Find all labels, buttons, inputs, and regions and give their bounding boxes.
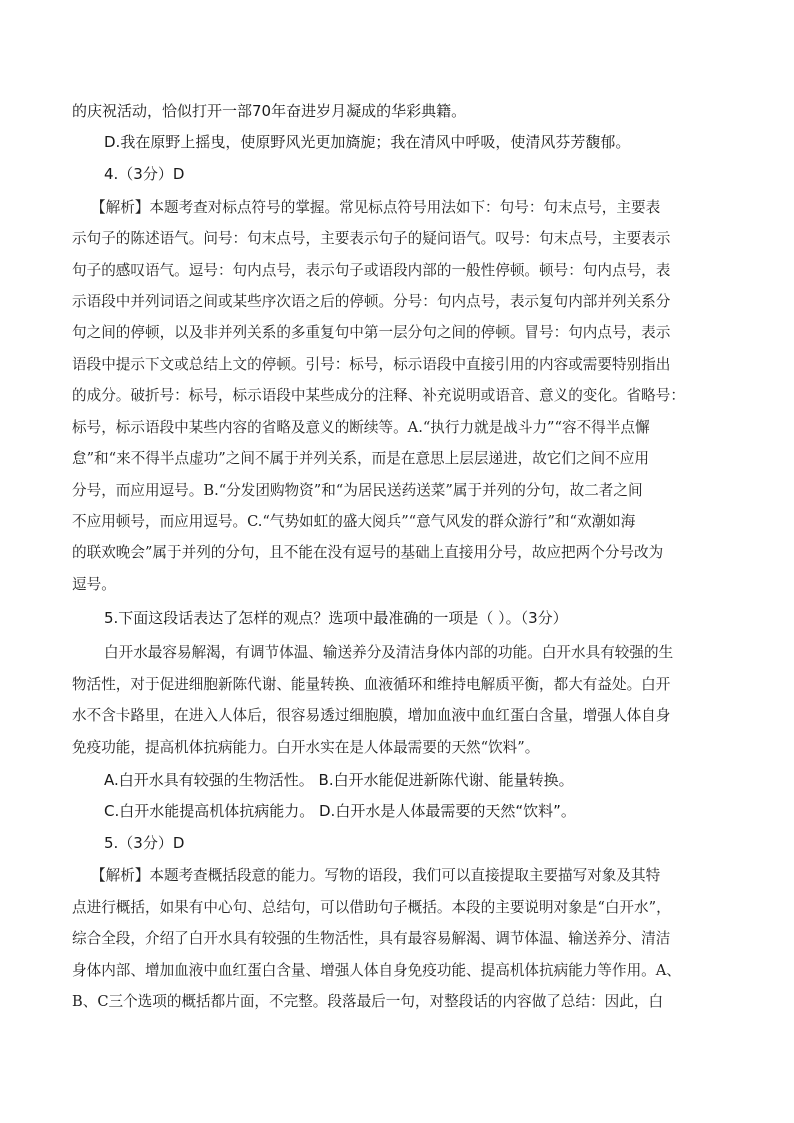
answer-5: 5.（3分）D: [104, 834, 185, 852]
analysis-line: 句之间的停顿，以及非并列关系的多重复句中第一层分句之间的停顿。冒号：句内点号，表示: [72, 324, 671, 341]
question-5: 5.下面这段话表达了怎样的观点？选项中最准确的一项是（ ）。（3分）: [104, 609, 568, 627]
analysis-line: 不应用顿号，而应用逗号。C.“气势如虹的盛大阅兵”“意气风发的群众游行”和“欢潮如海: [72, 513, 636, 530]
answer-4: 4.（3分）D: [104, 165, 185, 183]
option-d-line: D.我在原野上摇曳，使原野风光更加旖旎；我在清风中呼吸，使清风芬芳馥郁。: [104, 133, 631, 151]
text-line: 的庆祝活动，恰似打开一部70年奋进岁月凝成的华彩典籍。: [72, 102, 467, 120]
passage-line: 白开水最容易解渴，有调节体温、输送养分及清洁身体内部的功能。白开水具有较强的生: [104, 644, 674, 661]
passage-line: 水不含卡路里，在进入人体后，很容易透过细胞膜，增加血液中血红蛋白含量，增强人体自身: [72, 707, 671, 724]
analysis-line: 怠”和“来不得半点虚功”之间不属于并列关系，而是在意思上层层递进，故它们之间不应用: [72, 450, 649, 467]
analysis-line: 标号，标示语段中某些内容的省略及意义的断续等。A.“执行力就是战斗力”“容不得半点懈: [72, 419, 650, 436]
analysis-line: 的成分。破折号：标号，标示语段中某些成分的注释、补充说明或语音、意义的变化。省略号：: [72, 387, 685, 404]
analysis-line: 句子的感叹语气。逗号：句内点号，表示句子或语段内部的一般性停顿。顿号：句内点号，表: [72, 262, 671, 279]
passage-line: 免疫功能，提高机体抗病能力。白开水实在是人体最需要的天然“饮料”。: [72, 739, 540, 756]
analysis-line: 身体内部、增加血液中血红蛋白含量、增强人体自身免疫功能、提高机体抗病能力等作用。A、: [72, 962, 681, 979]
analysis-line: 逗号。: [72, 576, 116, 593]
analysis-line: 点进行概括，如果有中心句、总结句，可以借助句子概括。本段的主要说明对象是“白开水”，: [72, 899, 671, 916]
analysis-line: 示语段中并列词语之间或某些序次语之后的停顿。分号：句内点号，表示复句内部并列关系分: [72, 293, 671, 310]
analysis-line: 的联欢晚会”属于并列的分句，且不能在没有逗号的基础上直接用分号，故应把两个分号改为: [72, 544, 664, 561]
option-line: C.白开水能提高机体抗病能力。 D.白开水是人体最需要的天然“饮料”。: [104, 802, 576, 820]
analysis-line: 语段中提示下文或总结上文的停顿。引号：标号，标示语段中直接引用的内容或需要特别指出: [72, 356, 671, 373]
analysis-line: 【解析】本题考查概括段意的能力。写物的语段，我们可以直接提取主要描写对象及其特: [91, 867, 661, 884]
analysis-line: 分号，而应用逗号。B.“分发团购物资”和“为居民送药送菜”属于并列的分句，故二者之间: [72, 482, 643, 499]
analysis-line: 【解析】本题考查对标点符号的掌握。常见标点符号用法如下：句号：句末点号，主要表: [91, 199, 661, 216]
option-line: A.白开水具有较强的生物活性。 B.白开水能促进新陈代谢、能量转换。: [104, 771, 574, 789]
analysis-line: B、C三个选项的概括都片面，不完整。段落最后一句，对整段话的内容做了总结：因此，白: [72, 993, 664, 1010]
analysis-line: 综合全段，介绍了白开水具有较强的生物活性，具有最容易解渴、调节体温、输送养分、清洁: [72, 930, 671, 947]
passage-line: 物活性，对于促进细胞新陈代谢、能量转换、血液循环和维持电解质平衡，都大有益处。白开: [72, 676, 671, 693]
analysis-line: 示句子的陈述语气。问号：句末点号，主要表示句子的疑问语气。叹号：句末点号，主要表示: [72, 230, 671, 247]
